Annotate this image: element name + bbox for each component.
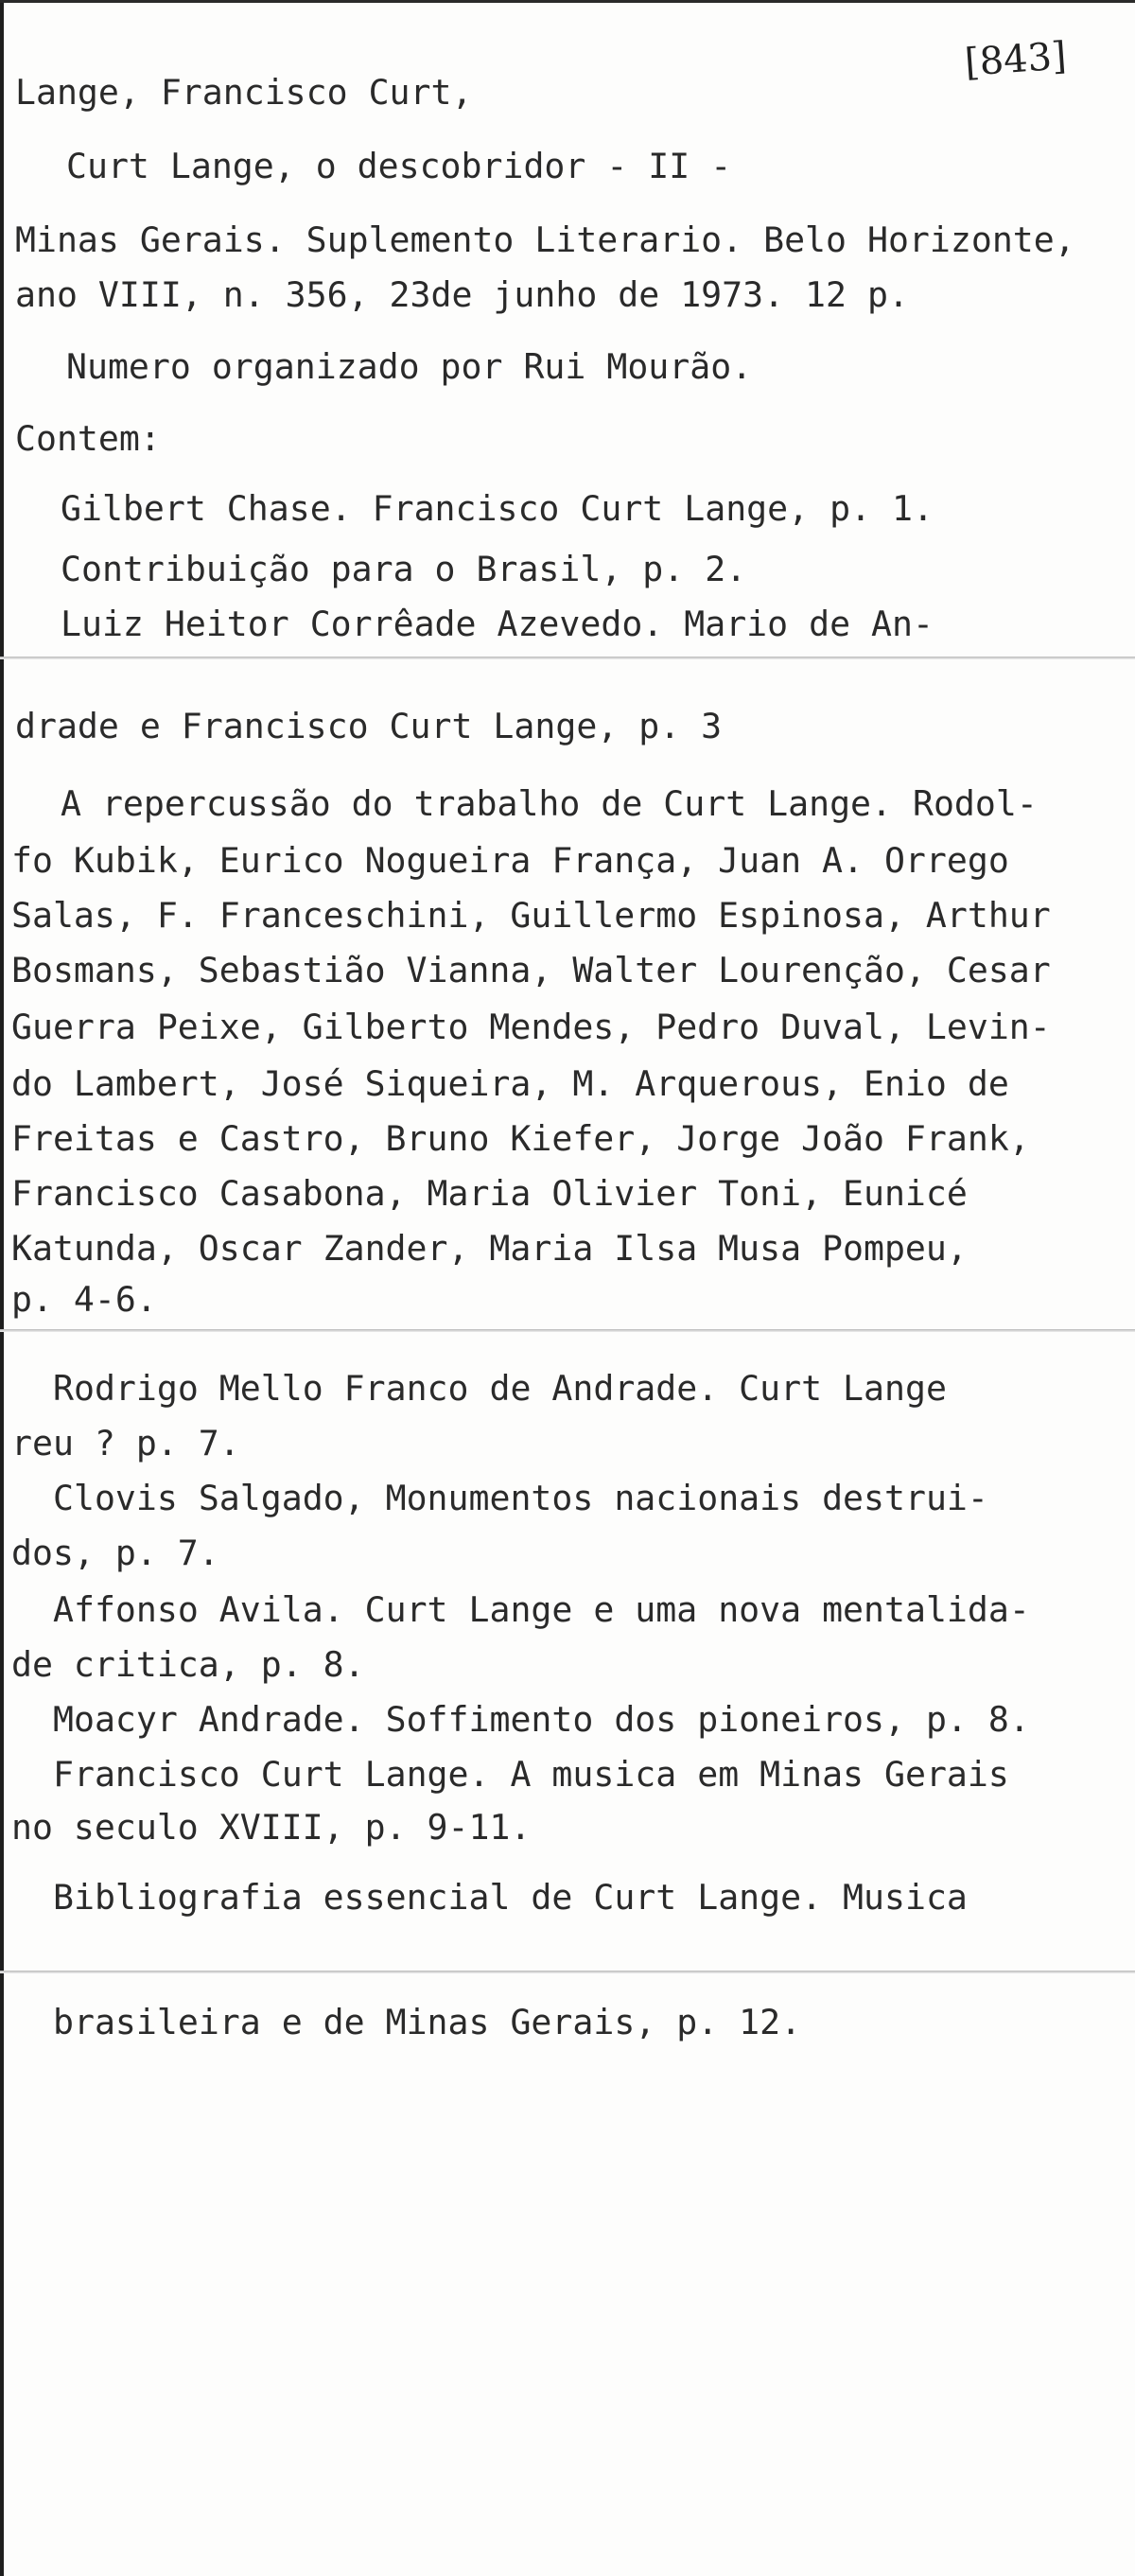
- title-line: Curt Lange, o descobridor - II -: [66, 146, 732, 186]
- contents-line: A repercussão do trabalho de Curt Lange. Rodol-: [61, 783, 1038, 824]
- imprint-line: Minas Gerais. Suplemento Literario. Belo Horizonte,: [15, 219, 1075, 260]
- contents-line: Francisco Casabona, Maria Olivier Toni, Eunicé: [11, 1173, 968, 1214]
- contents-line: dos, p. 7.: [11, 1533, 219, 1573]
- contents-line: Francisco Curt Lange. A musica em Minas Gerais: [53, 1754, 1009, 1795]
- contents-line: drade e Francisco Curt Lange, p. 3: [15, 706, 723, 746]
- contents-line: do Lambert, José Siqueira, M. Arquerous, Enio de: [11, 1063, 1009, 1104]
- contents-line: Gilbert Chase. Francisco Curt Lange, p. 1.: [61, 488, 934, 529]
- contents-line: Affonso Avila. Curt Lange e uma nova mentalida-: [53, 1589, 1030, 1630]
- contents-line: reu ? p. 7.: [11, 1423, 240, 1463]
- contents-line: brasileira e de Minas Gerais, p. 12.: [53, 2002, 802, 2042]
- contents-line: Moacyr Andrade. Soffimento dos pioneiros, p. 8.: [53, 1699, 1030, 1740]
- scan-fold-line: [0, 1329, 1135, 1332]
- contents-line: Bibliografia essencial de Curt Lange. Musica: [53, 1877, 968, 1918]
- contents-line: Guerra Peixe, Gilberto Mendes, Pedro Duval, Levin-: [11, 1007, 1051, 1047]
- contents-line: Rodrigo Mello Franco de Andrade. Curt Lange: [53, 1368, 947, 1409]
- note-line: Numero organizado por Rui Mourão.: [66, 346, 753, 387]
- contents-line: p. 4-6.: [11, 1279, 157, 1320]
- author-heading: Lange, Francisco Curt,: [15, 72, 473, 113]
- contents-line: Luiz Heitor Corrêade Azevedo. Mario de An-: [61, 604, 934, 644]
- contents-line: Bosmans, Sebastião Vianna, Walter Lourenção, Cesar: [11, 950, 1051, 990]
- scan-fold-line: [0, 1971, 1135, 1973]
- card-left-edge: [0, 0, 4, 2576]
- card-top-edge: [0, 0, 1135, 3]
- contents-line: fo Kubik, Eurico Nogueira França, Juan A. Orrego: [11, 840, 1009, 881]
- contents-line: no seculo XVIII, p. 9-11.: [11, 1807, 532, 1848]
- shelfmark-annotation: [843]: [963, 34, 1069, 85]
- scan-fold-line: [0, 657, 1135, 659]
- contents-line: Katunda, Oscar Zander, Maria Ilsa Musa Pompeu,: [11, 1228, 968, 1269]
- contents-line: Salas, F. Franceschini, Guillermo Espinosa, Arthur: [11, 895, 1051, 936]
- contents-line: Freitas e Castro, Bruno Kiefer, Jorge João Frank,: [11, 1118, 1030, 1159]
- imprint-line: ano VIII, n. 356, 23de junho de 1973. 12 p.: [15, 274, 909, 315]
- contents-line: Contribuição para o Brasil, p. 2.: [61, 549, 747, 589]
- contents-line: Clovis Salgado, Monumentos nacionais destrui-: [53, 1478, 988, 1518]
- contents-line: de critica, p. 8.: [11, 1644, 365, 1685]
- contents-heading: Contem:: [15, 418, 161, 459]
